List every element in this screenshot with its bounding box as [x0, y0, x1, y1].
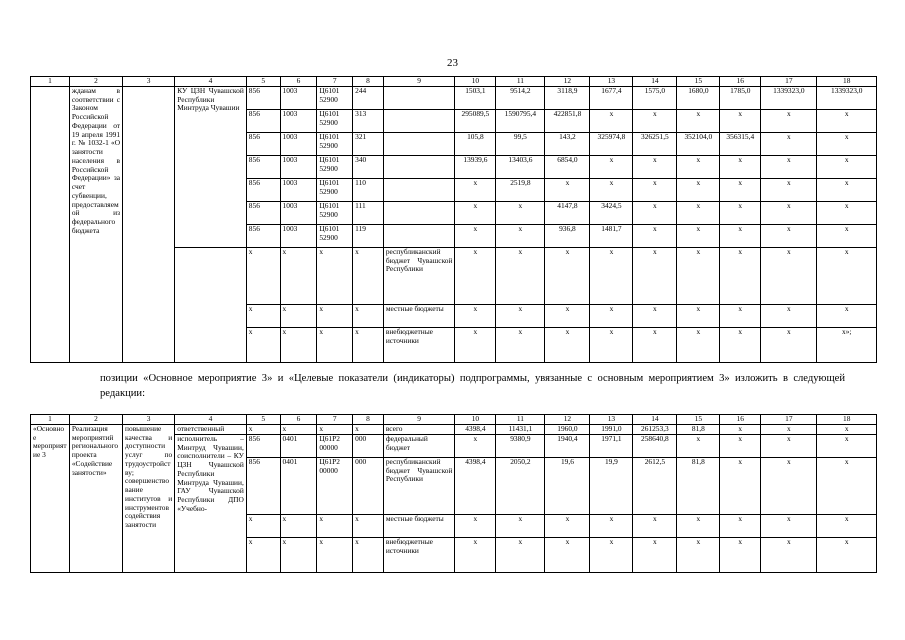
table-cell: Ц6101 52900 [317, 110, 353, 133]
table-cell: 856 [246, 458, 280, 515]
table-cell: x [761, 425, 817, 435]
table-cell: x [496, 202, 545, 225]
column-number-row [31, 415, 877, 425]
table-cell: 1339323,0 [761, 87, 817, 110]
column-number-cell: 6 [280, 415, 317, 425]
table-cell: 3424,5 [590, 202, 633, 225]
table-cell: x [496, 328, 545, 363]
table-cell: 2519,8 [496, 179, 545, 202]
table-cell: x [677, 156, 720, 179]
table-cell: x»; [817, 328, 877, 363]
table-cell: x [761, 515, 817, 538]
table-cell: 1677,4 [590, 87, 633, 110]
table-cell: 326251,5 [633, 133, 677, 156]
column-number-cell: 12 [545, 77, 590, 87]
column-number-cell: 3 [123, 415, 175, 425]
table-cell: 1991,0 [590, 425, 633, 435]
table-cell: 1339323,0 [817, 87, 877, 110]
table-cell: x [317, 305, 353, 328]
column-number-cell: 8 [353, 77, 384, 87]
table-cell: x [590, 328, 633, 363]
table-cell: Ц6101 52900 [317, 225, 353, 248]
column-number-cell: 3 [123, 77, 175, 87]
table-cell: x [761, 202, 817, 225]
table-cell: 81,8 [677, 425, 720, 435]
table-cell: Ц6101 52900 [317, 87, 353, 110]
table-cell: 000 [353, 435, 384, 458]
table-cell: x [545, 248, 590, 305]
column-number-cell: 17 [761, 77, 817, 87]
table-cell: x [590, 156, 633, 179]
column-number-cell: 2 [69, 77, 122, 87]
table-cell: x [817, 133, 877, 156]
column-number-cell: 15 [677, 77, 720, 87]
column-number-cell: 5 [246, 77, 280, 87]
goal-cell: повышение качества и доступности услуг по трудоустройству; совершенствование институтов и инструментов содействия занятости [123, 425, 175, 573]
table-cell: 1003 [280, 133, 317, 156]
table-cell: x [246, 305, 280, 328]
table-cell: 4398,4 [455, 425, 496, 435]
table-cell: x [317, 248, 353, 305]
table-cell: 111 [353, 202, 384, 225]
measure-description-cell: жданам в соответствии с Законом Российской Федерации от 19 апреля 1991 г. № 1032-1 «О занятости населения в Российской Федерации» за счет субвенции, предоставляемой из федерального бюджета [69, 87, 122, 363]
instruction-paragraph: позиции «Основное мероприятие 3» и «Целевые показатели (индикаторы) подпрограммы, увязанные с основным мероприятием 3» изложить в следующей редакции: [100, 373, 845, 399]
table-cell: 19,6 [545, 458, 590, 515]
table-cell: 19,9 [590, 458, 633, 515]
table-cell: 856 [246, 202, 280, 225]
column-number-cell: 1 [31, 415, 70, 425]
table-cell: местные бюджеты [383, 305, 455, 328]
table-cell: местные бюджеты [383, 515, 455, 538]
table-cell: x [317, 515, 353, 538]
table-cell: Ц6101 52900 [317, 156, 353, 179]
table-cell: 1003 [280, 110, 317, 133]
table-cell: 143,2 [545, 133, 590, 156]
table-cell: 1003 [280, 202, 317, 225]
table-cell [383, 87, 455, 110]
table-cell: 4398,4 [455, 458, 496, 515]
table-cell: x [353, 515, 384, 538]
table-cell: x [246, 248, 280, 305]
column-number-cell: 5 [246, 415, 280, 425]
table-cell: x [761, 435, 817, 458]
table-cell: x [280, 538, 317, 573]
column-number-cell: 10 [455, 415, 496, 425]
table-cell: x [455, 305, 496, 328]
column-number-cell: 12 [545, 415, 590, 425]
table-cell: x [633, 179, 677, 202]
table-cell: 9380,9 [496, 435, 545, 458]
table-cell: x [677, 328, 720, 363]
table-cell: x [720, 425, 761, 435]
table-cell: x [455, 515, 496, 538]
table-cell: 856 [246, 110, 280, 133]
table-cell: x [677, 515, 720, 538]
table-cell: 340 [353, 156, 384, 179]
table-cell: x [633, 515, 677, 538]
column-number-cell: 18 [817, 77, 877, 87]
table-cell [383, 202, 455, 225]
column-number-cell: 6 [280, 77, 317, 87]
table-cell: 11431,1 [496, 425, 545, 435]
table-cell: x [545, 328, 590, 363]
table-cell: x [455, 538, 496, 573]
table-cell: 936,8 [545, 225, 590, 248]
column-number-cell: 15 [677, 415, 720, 425]
budget-table-top [30, 76, 877, 363]
table-cell: 1575,0 [633, 87, 677, 110]
table-cell: x [353, 328, 384, 363]
table-cell: x [677, 305, 720, 328]
column-number-cell: 13 [590, 415, 633, 425]
table-cell: x [817, 110, 877, 133]
table-cell: x [677, 538, 720, 573]
column3-empty-cell [123, 87, 175, 363]
project-cell: Реализация мероприятий регионального проекта «Содействие занятости» [69, 425, 122, 573]
column-number-cell: 11 [496, 77, 545, 87]
column-number-cell: 7 [317, 77, 353, 87]
table-cell: 261253,3 [633, 425, 677, 435]
table-cell: республиканский бюджет Чувашской Республики [383, 458, 455, 515]
table-cell: x [817, 305, 877, 328]
table-cell [383, 133, 455, 156]
table-cell: 856 [246, 156, 280, 179]
column-number-row [31, 77, 877, 87]
table-cell: x [720, 248, 761, 305]
table-cell: x [633, 156, 677, 179]
table-cell: x [545, 305, 590, 328]
table-cell: 1940,4 [545, 435, 590, 458]
column-number-cell: 4 [175, 77, 247, 87]
table-cell: 1971,1 [590, 435, 633, 458]
table-cell: x [633, 225, 677, 248]
table-cell: x [545, 515, 590, 538]
executor-label-cell: ответственный [175, 425, 247, 435]
table-cell: x [633, 202, 677, 225]
table-cell: x [720, 156, 761, 179]
table-cell: 4147,8 [545, 202, 590, 225]
table-cell: 105,8 [455, 133, 496, 156]
table-cell: 1960,0 [545, 425, 590, 435]
table-cell: x [817, 435, 877, 458]
table-cell: 352104,0 [677, 133, 720, 156]
table-cell: x [590, 305, 633, 328]
table-cell: x [317, 425, 353, 435]
table-cell: x [590, 179, 633, 202]
table-cell: x [496, 305, 545, 328]
table-cell: x [817, 515, 877, 538]
column-number-cell: 7 [317, 415, 353, 425]
table-cell: x [677, 202, 720, 225]
table-cell: 1680,0 [677, 87, 720, 110]
table-cell: x [280, 425, 317, 435]
table-cell [383, 110, 455, 133]
table-cell: 856 [246, 179, 280, 202]
table-cell: x [761, 328, 817, 363]
table-cell: x [817, 248, 877, 305]
column-number-cell: 13 [590, 77, 633, 87]
table-cell: 1785,0 [720, 87, 761, 110]
table-cell: 2050,2 [496, 458, 545, 515]
table-cell: x [633, 305, 677, 328]
table-cell: x [317, 328, 353, 363]
table-cell: 1003 [280, 225, 317, 248]
table-cell: x [817, 179, 877, 202]
table-cell: 000 [353, 458, 384, 515]
table-cell: x [817, 458, 877, 515]
table-cell: x [761, 179, 817, 202]
table-cell: x [677, 435, 720, 458]
table-cell: x [677, 179, 720, 202]
table-cell: 856 [246, 87, 280, 110]
table-cell: x [353, 248, 384, 305]
table-cell: x [545, 179, 590, 202]
table-cell: x [246, 538, 280, 573]
table-cell: федеральный бюджет [383, 435, 455, 458]
table-cell: 0401 [280, 435, 317, 458]
table-cell: x [817, 425, 877, 435]
table-cell: x [720, 179, 761, 202]
table-cell: x [455, 202, 496, 225]
table-cell: 0401 [280, 458, 317, 515]
column-number-cell: 1 [31, 77, 70, 87]
table-cell [383, 156, 455, 179]
column-number-cell: 16 [720, 77, 761, 87]
table-cell: 2612,5 [633, 458, 677, 515]
table-cell: x [455, 435, 496, 458]
table-cell: 1003 [280, 179, 317, 202]
table-cell: x [280, 515, 317, 538]
table-cell: x [633, 248, 677, 305]
table-cell: x [720, 435, 761, 458]
table-cell: x [761, 156, 817, 179]
table-cell: 1503,1 [455, 87, 496, 110]
table-cell: x [761, 538, 817, 573]
table-cell: 295089,5 [455, 110, 496, 133]
page-number: 23 [447, 57, 458, 69]
column-number-cell: 2 [69, 415, 122, 425]
executor-cell: исполнитель – Минтруд Чувашии, соисполнители – КУ ЦЗН Чувашской Республики Минтруда Чувашии, ГАУ Чувашской Республики ДПО «Учебно- [175, 435, 247, 573]
table-cell: Ц6101 52900 [317, 202, 353, 225]
column-number-cell: 14 [633, 415, 677, 425]
table-cell: x [720, 225, 761, 248]
table-cell: x [455, 248, 496, 305]
table-cell: x [353, 538, 384, 573]
table-cell: Ц6101 52900 [317, 179, 353, 202]
table-cell: x [761, 133, 817, 156]
table-cell: x [817, 202, 877, 225]
table-cell [383, 179, 455, 202]
table-cell: x [720, 538, 761, 573]
table-cell: 258640,8 [633, 435, 677, 458]
table-row [31, 87, 877, 110]
table-cell: x [590, 248, 633, 305]
table-cell: 99,5 [496, 133, 545, 156]
table-cell: x [496, 248, 545, 305]
table-cell: x [720, 202, 761, 225]
table-cell: x [720, 110, 761, 133]
column1-empty-cell [31, 87, 70, 363]
table-cell: x [353, 425, 384, 435]
table-cell: x [677, 110, 720, 133]
table-cell: x [590, 110, 633, 133]
table-cell: 356315,4 [720, 133, 761, 156]
table-cell: x [317, 538, 353, 573]
table-cell: x [677, 225, 720, 248]
table-cell [383, 225, 455, 248]
table-cell: 119 [353, 225, 384, 248]
table-cell: x [590, 515, 633, 538]
table-cell: x [590, 538, 633, 573]
table-cell: x [761, 225, 817, 248]
column-number-cell: 11 [496, 415, 545, 425]
table-cell: 422851,8 [545, 110, 590, 133]
table-cell: x [496, 515, 545, 538]
column-number-cell: 17 [761, 415, 817, 425]
table-cell: x [720, 458, 761, 515]
table-cell: 81,8 [677, 458, 720, 515]
table-cell: 856 [246, 133, 280, 156]
table-cell: внебюджетные источники [383, 328, 455, 363]
table-row [31, 425, 877, 435]
table-cell: x [496, 538, 545, 573]
table-cell: x [246, 425, 280, 435]
table-cell: x [761, 458, 817, 515]
table-cell: Ц61Р2 00000 [317, 458, 353, 515]
table-cell: 321 [353, 133, 384, 156]
column4-empty-cell [175, 248, 247, 363]
table-cell: 13403,6 [496, 156, 545, 179]
table-cell: Ц6101 52900 [317, 133, 353, 156]
table-cell: x [280, 305, 317, 328]
table-cell: 1003 [280, 87, 317, 110]
executor-cell: КУ ЦЗН Чувашской Республики Минтруда Чувашии [175, 87, 247, 248]
table-cell: x [246, 328, 280, 363]
table-cell: x [455, 179, 496, 202]
table-cell: x [817, 156, 877, 179]
table-cell: Ц61Р2 00000 [317, 435, 353, 458]
table-cell: 1003 [280, 156, 317, 179]
budget-table-bottom [30, 414, 877, 573]
table-cell: x [677, 248, 720, 305]
column-number-cell: 18 [817, 415, 877, 425]
table-cell: 313 [353, 110, 384, 133]
column-number-cell: 14 [633, 77, 677, 87]
table-cell: x [353, 305, 384, 328]
table-cell: 13939,6 [455, 156, 496, 179]
table-cell: 9514,2 [496, 87, 545, 110]
column-number-cell: 16 [720, 415, 761, 425]
table-cell: x [761, 305, 817, 328]
table-cell: 244 [353, 87, 384, 110]
column-number-cell: 10 [455, 77, 496, 87]
table-cell: x [496, 225, 545, 248]
column-number-cell: 9 [383, 77, 455, 87]
table-cell: 325974,8 [590, 133, 633, 156]
table-cell: x [246, 515, 280, 538]
table-cell: внебюджетные источники [383, 538, 455, 573]
table-cell: x [720, 328, 761, 363]
main-measure-cell: «Основное мероприятие 3 [31, 425, 70, 573]
table-cell: x [720, 515, 761, 538]
table-cell: 1481,7 [590, 225, 633, 248]
table-cell: x [633, 538, 677, 573]
table-cell: x [761, 110, 817, 133]
column-number-cell: 9 [383, 415, 455, 425]
table-cell: 856 [246, 225, 280, 248]
table-cell: x [817, 538, 877, 573]
table-cell: всего [383, 425, 455, 435]
table-cell: x [455, 328, 496, 363]
table-cell: 856 [246, 435, 280, 458]
table-cell: x [720, 305, 761, 328]
table-cell: x [633, 110, 677, 133]
table-cell: x [817, 225, 877, 248]
table-cell: x [633, 328, 677, 363]
table-cell: 3118,9 [545, 87, 590, 110]
table-cell: x [280, 248, 317, 305]
table-cell: x [280, 328, 317, 363]
table-cell: x [545, 538, 590, 573]
column-number-cell: 8 [353, 415, 384, 425]
table-cell: 1590795,4 [496, 110, 545, 133]
table-cell: 110 [353, 179, 384, 202]
column-number-cell: 4 [175, 415, 247, 425]
table-cell: x [761, 248, 817, 305]
table-cell: республиканский бюджет Чувашской Республики [383, 248, 455, 305]
table-cell: x [455, 225, 496, 248]
table-cell: 6854,0 [545, 156, 590, 179]
